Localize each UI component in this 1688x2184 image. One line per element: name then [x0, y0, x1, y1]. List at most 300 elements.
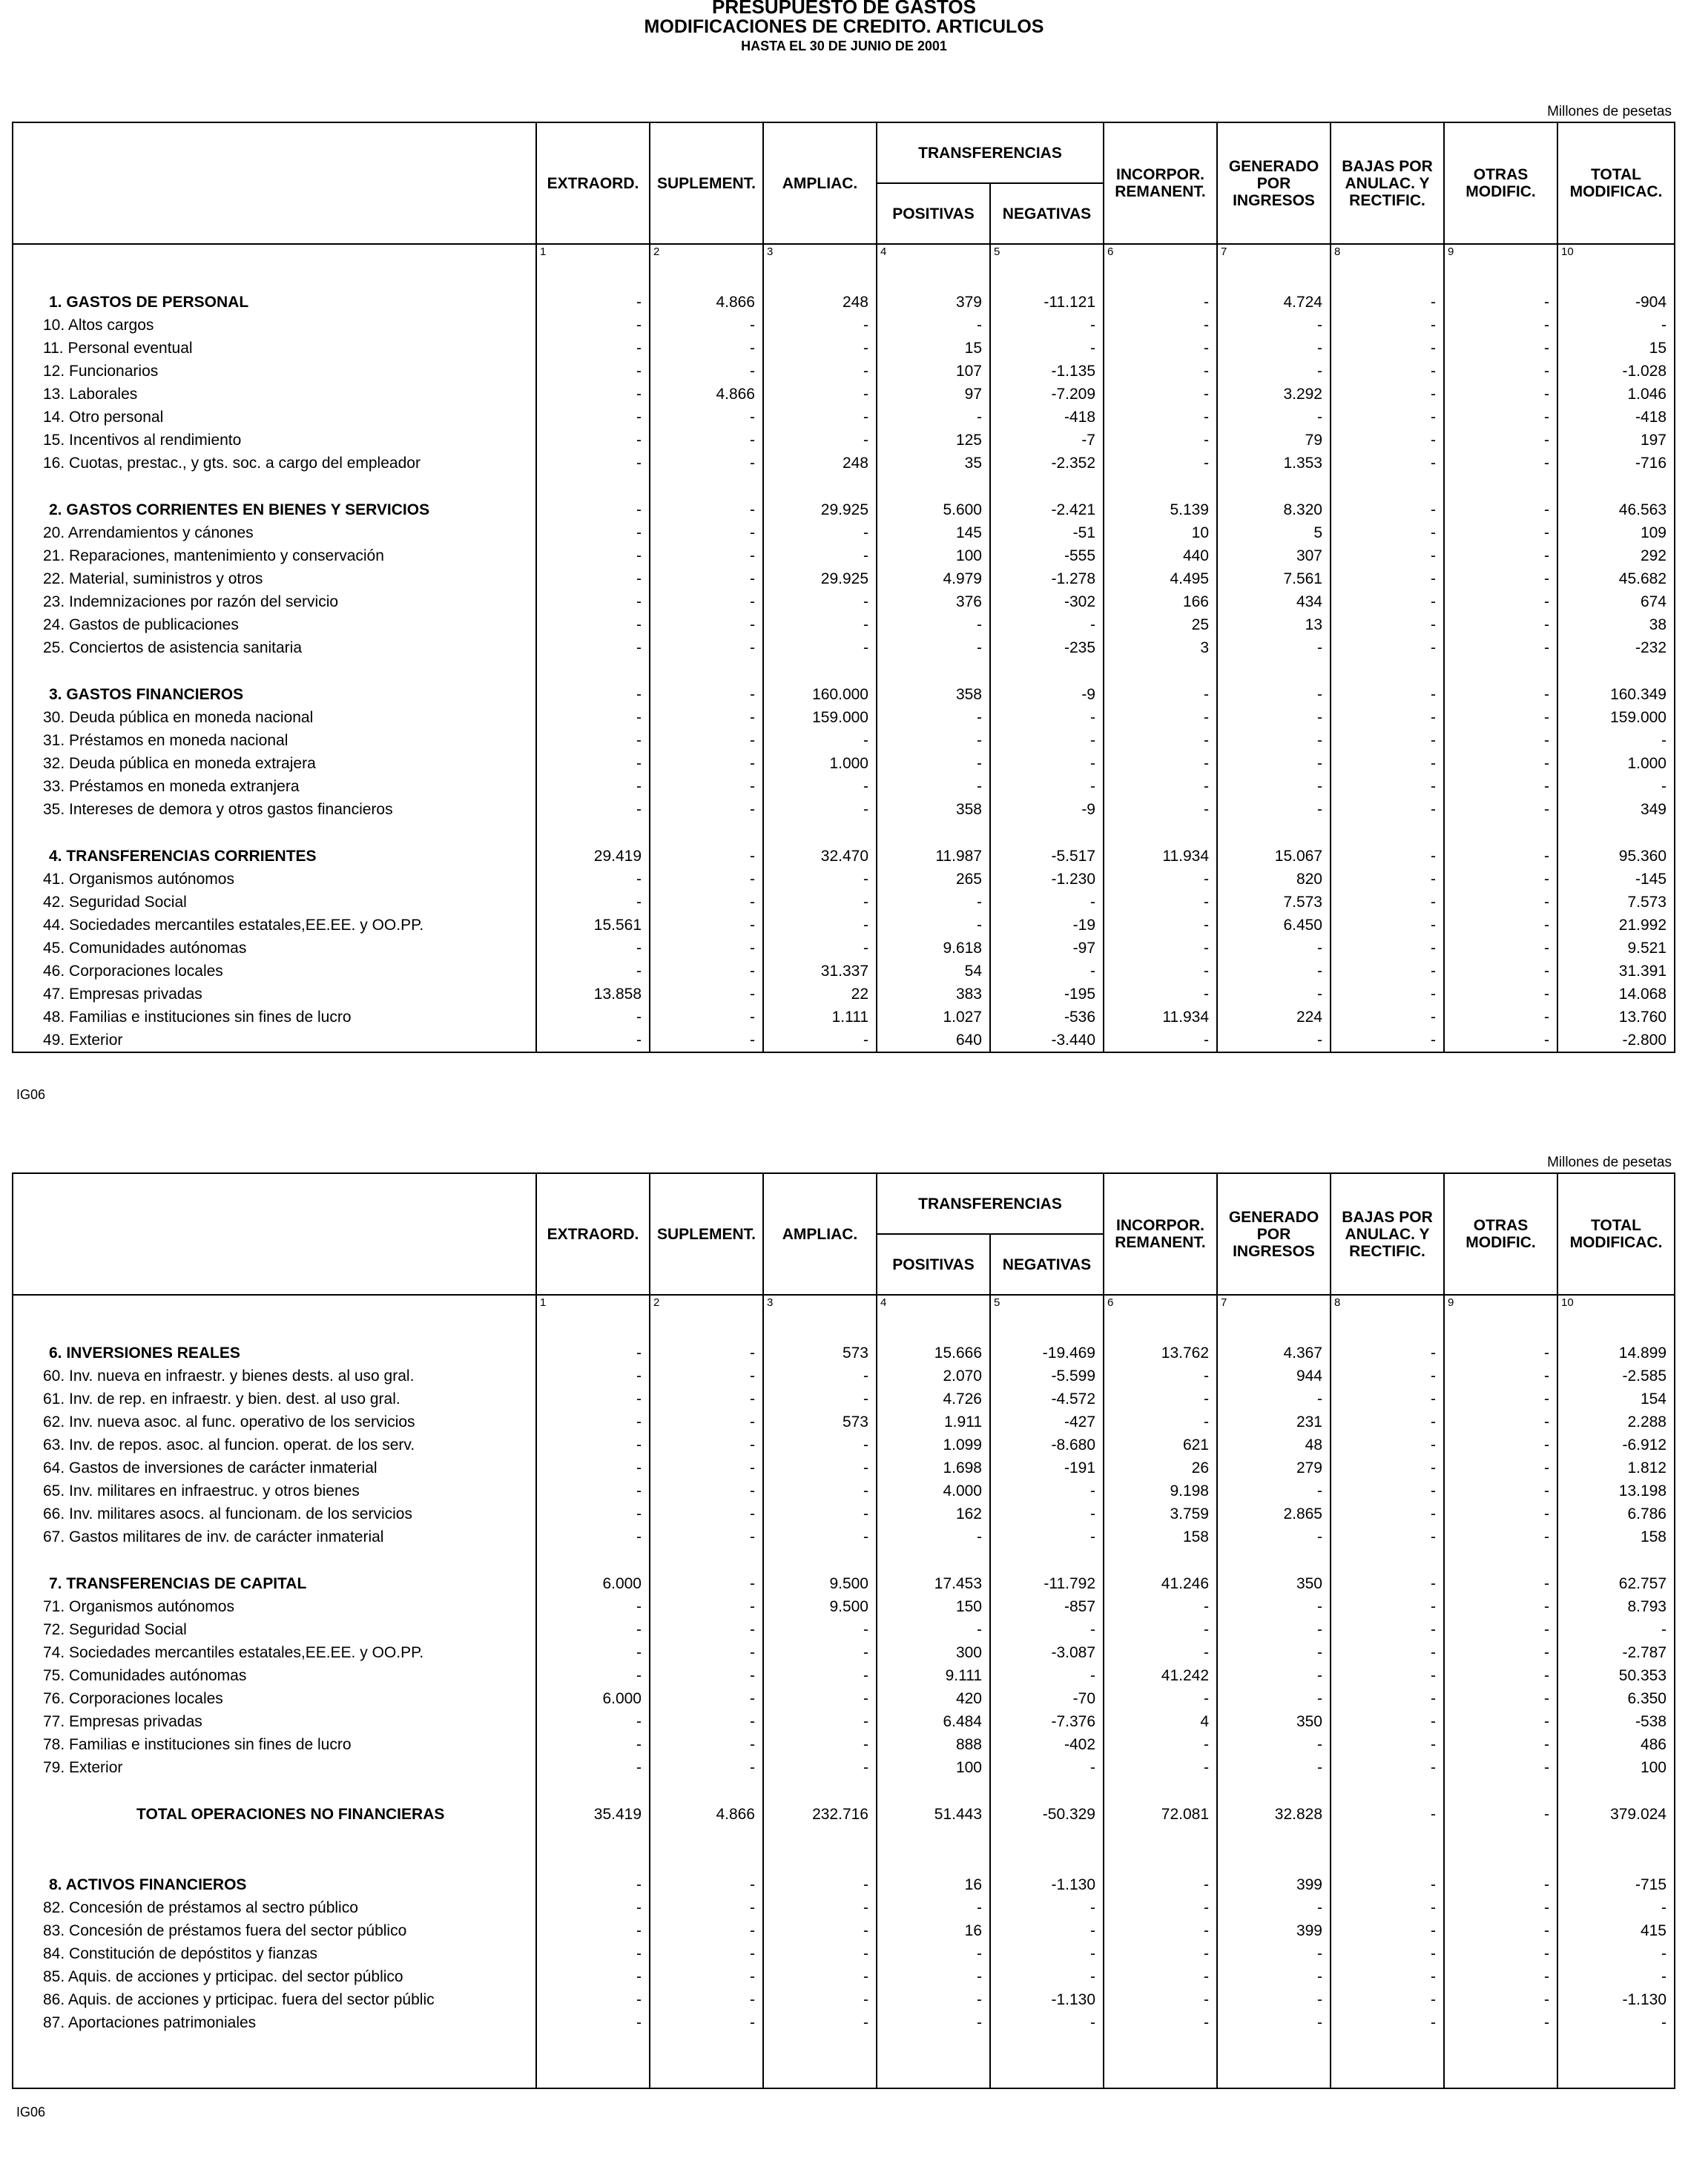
- table-row: [13, 752, 1675, 775]
- page-title: PRESUPUESTO DE GASTOS: [712, 0, 976, 18]
- value-cell: -: [1217, 1641, 1331, 1664]
- value-cell: 50.353: [1557, 1664, 1675, 1687]
- value-cell: -: [650, 1595, 763, 1618]
- value-cell: -: [1331, 1756, 1444, 1779]
- value-cell: -: [536, 383, 650, 406]
- value-cell: -19: [990, 914, 1104, 937]
- row-label: 4. TRANSFERENCIAS CORRIENTES: [13, 845, 536, 868]
- value-cell: -: [650, 1896, 763, 1919]
- value-cell: -: [650, 544, 763, 567]
- value-cell: -: [1557, 1942, 1675, 1965]
- value-cell: -: [650, 1942, 763, 1965]
- value-cell: -: [1104, 452, 1217, 475]
- row-label: 46. Corporaciones locales: [13, 960, 536, 983]
- table-row: [13, 1029, 1675, 1052]
- value-cell: -: [536, 683, 650, 706]
- value-cell: 16: [877, 1873, 990, 1896]
- empty-cell: [877, 821, 990, 845]
- value-cell: -: [1217, 1942, 1331, 1965]
- value-cell: -: [650, 1479, 763, 1502]
- value-cell: -: [650, 1988, 763, 2011]
- value-cell: -: [763, 1733, 877, 1756]
- column-index-cell: 7: [1217, 244, 1331, 267]
- value-cell: -: [650, 613, 763, 636]
- value-cell: 6.484: [877, 1710, 990, 1733]
- category-row: [13, 291, 1675, 314]
- row-label: 3. GASTOS FINANCIEROS: [13, 683, 536, 706]
- row-label: 67. Gastos militares de inv. de carácter inmaterial: [13, 1525, 536, 1548]
- value-cell: -: [536, 891, 650, 914]
- value-cell: -: [1104, 1942, 1217, 1965]
- value-cell: -: [536, 1919, 650, 1942]
- empty-cell: [1217, 821, 1331, 845]
- col-extraord-header: EXTRAORD.: [536, 122, 650, 244]
- value-cell: -235: [990, 636, 1104, 659]
- column-index-cell: 2: [650, 1295, 763, 1318]
- value-cell: -: [650, 983, 763, 1006]
- value-cell: 197: [1557, 429, 1675, 452]
- empty-cell: [536, 1548, 650, 1572]
- value-cell: -: [763, 1641, 877, 1664]
- value-cell: 4: [1104, 1710, 1217, 1733]
- value-cell: -: [1104, 937, 1217, 960]
- value-cell: -: [1331, 1687, 1444, 1710]
- value-cell: 7.573: [1217, 891, 1331, 914]
- value-cell: -6.912: [1557, 1434, 1675, 1456]
- value-cell: -: [1444, 1502, 1557, 1525]
- value-cell: -: [763, 937, 877, 960]
- row-label: 12. Funcionarios: [13, 360, 536, 383]
- value-cell: 350: [1217, 1572, 1331, 1595]
- empty-cell: [877, 659, 990, 683]
- value-cell: 4.866: [650, 1803, 763, 1826]
- value-cell: -: [536, 429, 650, 452]
- value-cell: -: [1444, 1641, 1557, 1664]
- value-cell: -: [763, 337, 877, 360]
- value-cell: 265: [877, 868, 990, 891]
- value-cell: -: [536, 1456, 650, 1479]
- table-row: [13, 1919, 1675, 1942]
- value-cell: -716: [1557, 452, 1675, 475]
- empty-cell: [650, 659, 763, 683]
- empty-cell: [1444, 659, 1557, 683]
- value-cell: 46.563: [1557, 498, 1675, 521]
- row-label: 74. Sociedades mercantiles estatales,EE.EE. y OO.PP.: [13, 1641, 536, 1664]
- spacer-row: [13, 1779, 1675, 1803]
- value-cell: -: [1444, 868, 1557, 891]
- value-cell: -: [1217, 1896, 1331, 1919]
- table-row: [13, 1434, 1675, 1456]
- value-cell: 97: [877, 383, 990, 406]
- footer-code: IG06: [16, 1087, 46, 1102]
- value-cell: -: [1331, 1456, 1444, 1479]
- value-cell: -: [650, 1525, 763, 1548]
- value-cell: -: [1444, 1006, 1557, 1029]
- value-cell: -: [536, 1595, 650, 1618]
- value-cell: -: [1444, 798, 1557, 821]
- empty-cell: [1557, 1548, 1675, 1572]
- value-cell: -1.135: [990, 360, 1104, 383]
- value-cell: -: [1104, 891, 1217, 914]
- empty-cell: [1444, 1826, 1557, 1850]
- empty-cell: [536, 1318, 650, 1342]
- value-cell: -: [536, 360, 650, 383]
- table-row: [13, 1006, 1675, 1029]
- value-cell: -: [536, 1756, 650, 1779]
- spacer-row: [13, 1826, 1675, 1850]
- empty-cell: [1104, 821, 1217, 845]
- value-cell: 231: [1217, 1411, 1331, 1434]
- value-cell: -: [650, 1342, 763, 1365]
- value-cell: -8.680: [990, 1434, 1104, 1456]
- row-label: 21. Reparaciones, mantenimiento y conservación: [13, 544, 536, 567]
- value-cell: -: [1331, 1365, 1444, 1388]
- col-total-header: TOTAL MODIFICAC.: [1557, 122, 1675, 244]
- empty-cell: [763, 659, 877, 683]
- empty-cell: [1217, 2034, 1331, 2088]
- spacer-row: [13, 1318, 1675, 1342]
- value-cell: -: [536, 613, 650, 636]
- row-label: 86. Aquis. de acciones y prticipac. fuera del sector públic: [13, 1988, 536, 2011]
- value-cell: -: [877, 706, 990, 729]
- value-cell: -: [763, 729, 877, 752]
- value-cell: -: [1104, 1365, 1217, 1388]
- value-cell: -: [1331, 521, 1444, 544]
- empty-cell: [763, 821, 877, 845]
- table-row: [13, 729, 1675, 752]
- value-cell: -: [1104, 383, 1217, 406]
- value-cell: -: [1217, 1525, 1331, 1548]
- column-index-cell: 2: [650, 244, 763, 267]
- column-index-cell: 10: [1557, 1295, 1675, 1318]
- table-row: [13, 590, 1675, 613]
- value-cell: 573: [763, 1411, 877, 1434]
- value-cell: 25: [1104, 613, 1217, 636]
- value-cell: -: [1444, 1896, 1557, 1919]
- value-cell: -: [1331, 775, 1444, 798]
- value-cell: -: [763, 1896, 877, 1919]
- empty-cell: [1331, 1850, 1444, 1873]
- table-row: [13, 914, 1675, 937]
- category-row: [13, 1342, 1675, 1365]
- row-label: 87. Aportaciones patrimoniales: [13, 2011, 536, 2034]
- value-cell: 35: [877, 452, 990, 475]
- value-cell: 15.666: [877, 1342, 990, 1365]
- value-cell: -3.087: [990, 1641, 1104, 1664]
- spacer-row: [13, 1850, 1675, 1873]
- value-cell: 3.292: [1217, 383, 1331, 406]
- value-cell: -: [1444, 429, 1557, 452]
- value-cell: -: [1557, 2011, 1675, 2034]
- value-cell: -: [990, 1942, 1104, 1965]
- value-cell: -: [1331, 498, 1444, 521]
- budget-table-1-body: [13, 244, 1675, 1052]
- value-cell: -: [1444, 775, 1557, 798]
- value-cell: -: [990, 891, 1104, 914]
- value-cell: -: [1104, 683, 1217, 706]
- table-row: [13, 429, 1675, 452]
- value-cell: -: [536, 636, 650, 659]
- row-label: 20. Arrendamientos y cánones: [13, 521, 536, 544]
- empty-cell: [877, 1826, 990, 1850]
- empty-cell: [1444, 821, 1557, 845]
- table-row: [13, 1365, 1675, 1388]
- value-cell: -: [1444, 1595, 1557, 1618]
- value-cell: -: [650, 590, 763, 613]
- value-cell: -: [1331, 406, 1444, 429]
- value-cell: -: [1104, 914, 1217, 937]
- budget-table-1: [12, 122, 1675, 1053]
- value-cell: -: [650, 683, 763, 706]
- value-cell: -: [1104, 1641, 1217, 1664]
- value-cell: -: [1331, 337, 1444, 360]
- row-label: 61. Inv. de rep. en infraestr. y bien. dest. al uso gral.: [13, 1388, 536, 1411]
- column-index-cell: 6: [1104, 1295, 1217, 1318]
- table-row: [13, 1641, 1675, 1664]
- value-cell: -: [1444, 1456, 1557, 1479]
- value-cell: -: [763, 406, 877, 429]
- value-cell: -: [536, 2011, 650, 2034]
- empty-cell: [650, 1779, 763, 1803]
- value-cell: -2.585: [1557, 1365, 1675, 1388]
- value-cell: 14.899: [1557, 1342, 1675, 1365]
- row-label: 16. Cuotas, prestac., y gts. soc. a cargo del empleador: [13, 452, 536, 475]
- value-cell: 154: [1557, 1388, 1675, 1411]
- empty-cell: [1557, 659, 1675, 683]
- row-label: 47. Empresas privadas: [13, 983, 536, 1006]
- value-cell: -: [1331, 683, 1444, 706]
- empty-cell: [763, 475, 877, 498]
- value-cell: -: [877, 891, 990, 914]
- value-cell: -: [763, 544, 877, 567]
- report-period: HASTA EL 30 DE JUNIO DE 2001: [741, 39, 947, 53]
- value-cell: 17.453: [877, 1572, 990, 1595]
- value-cell: -: [1444, 706, 1557, 729]
- empty-cell: [1217, 1318, 1331, 1342]
- empty-cell: [1444, 1850, 1557, 1873]
- empty-cell: [536, 1850, 650, 1873]
- value-cell: -: [877, 1942, 990, 1965]
- row-label: 71. Organismos autónomos: [13, 1595, 536, 1618]
- column-index-cell: 4: [877, 244, 990, 267]
- empty-cell: [650, 1548, 763, 1572]
- spacer-row: [13, 821, 1675, 845]
- value-cell: -195: [990, 983, 1104, 1006]
- table-row: [13, 406, 1675, 429]
- table-row: [13, 1942, 1675, 1965]
- value-cell: 9.111: [877, 1664, 990, 1687]
- value-cell: -: [536, 314, 650, 337]
- spacer-row: [13, 267, 1675, 291]
- row-label: TOTAL OPERACIONES NO FINANCIERAS: [13, 1803, 536, 1826]
- value-cell: -: [1331, 1803, 1444, 1826]
- value-cell: -: [536, 1342, 650, 1365]
- value-cell: 399: [1217, 1873, 1331, 1896]
- value-cell: -: [1331, 1525, 1444, 1548]
- value-cell: -: [990, 2011, 1104, 2034]
- row-label: 48. Familias e instituciones sin fines de lucro: [13, 1006, 536, 1029]
- value-cell: 15.561: [536, 914, 650, 937]
- value-cell: 158: [1557, 1525, 1675, 1548]
- column-index-cell: 1: [536, 244, 650, 267]
- value-cell: 1.027: [877, 1006, 990, 1029]
- value-cell: -: [1104, 1896, 1217, 1919]
- value-cell: -: [1217, 1388, 1331, 1411]
- value-cell: 9.500: [763, 1572, 877, 1595]
- empty-cell: [1557, 267, 1675, 291]
- table-row: [13, 360, 1675, 383]
- empty-cell: [650, 1850, 763, 1873]
- value-cell: -: [1104, 868, 1217, 891]
- value-cell: 621: [1104, 1434, 1217, 1456]
- value-cell: -: [990, 1479, 1104, 1502]
- table-row: [13, 2011, 1675, 2034]
- row-label: 75. Comunidades autónomas: [13, 1664, 536, 1687]
- value-cell: -402: [990, 1733, 1104, 1756]
- value-cell: -: [1104, 983, 1217, 1006]
- value-cell: -: [1331, 1664, 1444, 1687]
- value-cell: 15.067: [1217, 845, 1331, 868]
- value-cell: -2.352: [990, 452, 1104, 475]
- value-cell: 434: [1217, 590, 1331, 613]
- table-row: [13, 798, 1675, 821]
- row-label: 77. Empresas privadas: [13, 1710, 536, 1733]
- value-cell: -: [1217, 1733, 1331, 1756]
- value-cell: -: [1104, 1733, 1217, 1756]
- value-cell: -: [536, 1411, 650, 1434]
- value-cell: -: [1217, 729, 1331, 752]
- value-cell: -: [1217, 683, 1331, 706]
- value-cell: 29.925: [763, 498, 877, 521]
- value-cell: 573: [763, 1342, 877, 1365]
- value-cell: -: [650, 752, 763, 775]
- col-bajas-header: BAJAS POR ANULAC. Y RECTIFIC.: [1331, 122, 1444, 244]
- index-cell-blank: [13, 1295, 536, 1318]
- empty-cell: [536, 1779, 650, 1803]
- value-cell: 292: [1557, 544, 1675, 567]
- empty-cell: [763, 1779, 877, 1803]
- value-cell: -: [1217, 1756, 1331, 1779]
- value-cell: 1.111: [763, 1006, 877, 1029]
- value-cell: -857: [990, 1595, 1104, 1618]
- table-row: [13, 1733, 1675, 1756]
- value-cell: 13.760: [1557, 1006, 1675, 1029]
- empty-cell: [13, 2034, 536, 2088]
- value-cell: -: [1444, 1988, 1557, 2011]
- value-cell: 4.866: [650, 383, 763, 406]
- value-cell: -: [1444, 1710, 1557, 1733]
- value-cell: -: [1444, 1965, 1557, 1988]
- value-cell: 22: [763, 983, 877, 1006]
- value-cell: -: [1331, 868, 1444, 891]
- value-cell: -: [536, 752, 650, 775]
- value-cell: -: [990, 1919, 1104, 1942]
- filler-row: [13, 2034, 1675, 2088]
- empty-cell: [1217, 1779, 1331, 1803]
- value-cell: -: [990, 1525, 1104, 1548]
- value-cell: -: [1331, 1988, 1444, 2011]
- value-cell: 1.046: [1557, 383, 1675, 406]
- value-cell: -: [1217, 983, 1331, 1006]
- value-cell: -: [650, 1687, 763, 1710]
- column-index-cell: 9: [1444, 1295, 1557, 1318]
- value-cell: -: [650, 1365, 763, 1388]
- value-cell: -: [1217, 1595, 1331, 1618]
- value-cell: 13.198: [1557, 1479, 1675, 1502]
- value-cell: -: [1331, 1873, 1444, 1896]
- value-cell: -: [1331, 1618, 1444, 1641]
- empty-cell: [650, 475, 763, 498]
- value-cell: -: [1444, 360, 1557, 383]
- value-cell: -: [1444, 1342, 1557, 1365]
- table-row: [13, 1710, 1675, 1733]
- empty-cell: [13, 1548, 536, 1572]
- value-cell: -: [536, 1525, 650, 1548]
- row-label: 85. Aquis. de acciones y prticipac. del sector público: [13, 1965, 536, 1988]
- value-cell: 820: [1217, 868, 1331, 891]
- value-cell: 159.000: [1557, 706, 1675, 729]
- value-cell: -: [1444, 960, 1557, 983]
- row-label: 22. Material, suministros y otros: [13, 567, 536, 590]
- col-bajas-header: BAJAS POR ANULAC. Y RECTIFIC.: [1331, 1173, 1444, 1295]
- value-cell: 7.573: [1557, 891, 1675, 914]
- row-label: 66. Inv. militares asocs. al funcionam. de los servicios: [13, 1502, 536, 1525]
- value-cell: -: [1217, 1687, 1331, 1710]
- value-cell: -: [1331, 960, 1444, 983]
- value-cell: 95.360: [1557, 845, 1675, 868]
- value-cell: -: [1331, 360, 1444, 383]
- value-cell: -: [1104, 798, 1217, 821]
- empty-cell: [1444, 1548, 1557, 1572]
- value-cell: -: [763, 914, 877, 937]
- value-cell: 383: [877, 983, 990, 1006]
- table-row: [13, 1965, 1675, 1988]
- value-cell: -: [1444, 752, 1557, 775]
- spacer-row: [13, 475, 1675, 498]
- budget-table-1-wrap: [12, 122, 1673, 1053]
- value-cell: -232: [1557, 636, 1675, 659]
- value-cell: -: [990, 1502, 1104, 1525]
- value-cell: -: [650, 1733, 763, 1756]
- value-cell: -2.421: [990, 498, 1104, 521]
- value-cell: -: [763, 360, 877, 383]
- value-cell: -: [536, 1710, 650, 1733]
- value-cell: -: [1104, 1873, 1217, 1896]
- value-cell: -2.800: [1557, 1029, 1675, 1052]
- empty-cell: [1217, 475, 1331, 498]
- value-cell: 399: [1217, 1919, 1331, 1942]
- value-cell: 5.600: [877, 498, 990, 521]
- value-cell: -: [763, 1965, 877, 1988]
- value-cell: -: [650, 937, 763, 960]
- row-label: 24. Gastos de publicaciones: [13, 613, 536, 636]
- value-cell: -: [536, 706, 650, 729]
- value-cell: -: [1444, 1664, 1557, 1687]
- value-cell: -: [1331, 1029, 1444, 1052]
- value-cell: -: [1444, 383, 1557, 406]
- value-cell: -: [1444, 544, 1557, 567]
- column-index-cell: 4: [877, 1295, 990, 1318]
- col-incorpor-header: INCORPOR. REMANENT.: [1104, 1173, 1217, 1295]
- empty-cell: [536, 267, 650, 291]
- value-cell: -1.130: [990, 1873, 1104, 1896]
- value-cell: -: [763, 1687, 877, 1710]
- value-cell: -: [536, 291, 650, 314]
- value-cell: -: [650, 1434, 763, 1456]
- value-cell: -: [1444, 1803, 1557, 1826]
- value-cell: 160.000: [763, 683, 877, 706]
- value-cell: -: [763, 868, 877, 891]
